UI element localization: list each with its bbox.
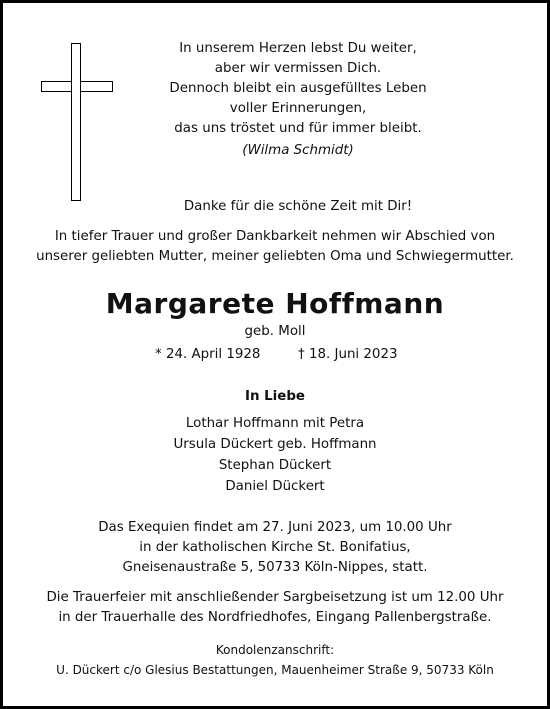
thanks-line: Danke für die schöne Zeit mit Dir! <box>183 199 413 214</box>
family-member: Daniel Dückert <box>225 479 325 494</box>
poem-line: das uns tröstet und für immer bleibt. <box>174 121 422 136</box>
birth-date: * 24. April 1928 <box>155 347 261 362</box>
exequien-line: Das Exequien findet am 27. Juni 2023, um 10.00 Uhr <box>98 520 452 535</box>
family-member: Stephan Dückert <box>218 458 332 473</box>
intro-line: In tiefer Trauer und großer Dankbarkeit nehmen wir Abschied von <box>54 229 496 244</box>
family-member: Lothar Hoffmann mit Petra <box>185 416 365 431</box>
poem-line: Dennoch bleibt ein ausgefülltes Leben <box>169 81 427 96</box>
family-member: Ursula Dückert geb. Hoffmann <box>173 437 377 452</box>
poem-line: voller Erinnerungen, <box>229 101 367 116</box>
deceased-name: Margarete Hoffmann <box>105 287 445 320</box>
family-heading: In Liebe <box>244 389 306 404</box>
intro-line: unserer geliebten Mutter, meiner geliebten Oma und Schwiegermutter. <box>36 249 514 264</box>
condolence-label: Kondolenzanschrift: <box>215 643 335 657</box>
death-date: † 18. Juni 2023 <box>298 347 398 362</box>
exequien-line: Gneisenaustraße 5, 50733 Köln-Nippes, statt. <box>122 560 428 575</box>
trauerfeier-line: Die Trauerfeier mit anschließender Sargbeisetzung ist um 12.00 Uhr <box>46 590 504 605</box>
condolence-address: U. Dückert c/o Glesius Bestattungen, Mauenheimer Straße 9, 50733 Köln <box>56 663 494 677</box>
poem-line: aber wir vermissen Dich. <box>214 61 382 76</box>
cross-icon <box>41 43 113 201</box>
exequien-line: in der katholischen Kirche St. Bonifatius, <box>139 540 411 555</box>
born-name: geb. Moll <box>244 324 306 339</box>
poem-author: (Wilma Schmidt) <box>242 143 354 158</box>
trauerfeier-line: in der Trauerhalle des Nordfriedhofes, Eingang Pallenbergstraße. <box>58 610 492 625</box>
poem-line: In unserem Herzen lebst Du weiter, <box>179 41 417 56</box>
